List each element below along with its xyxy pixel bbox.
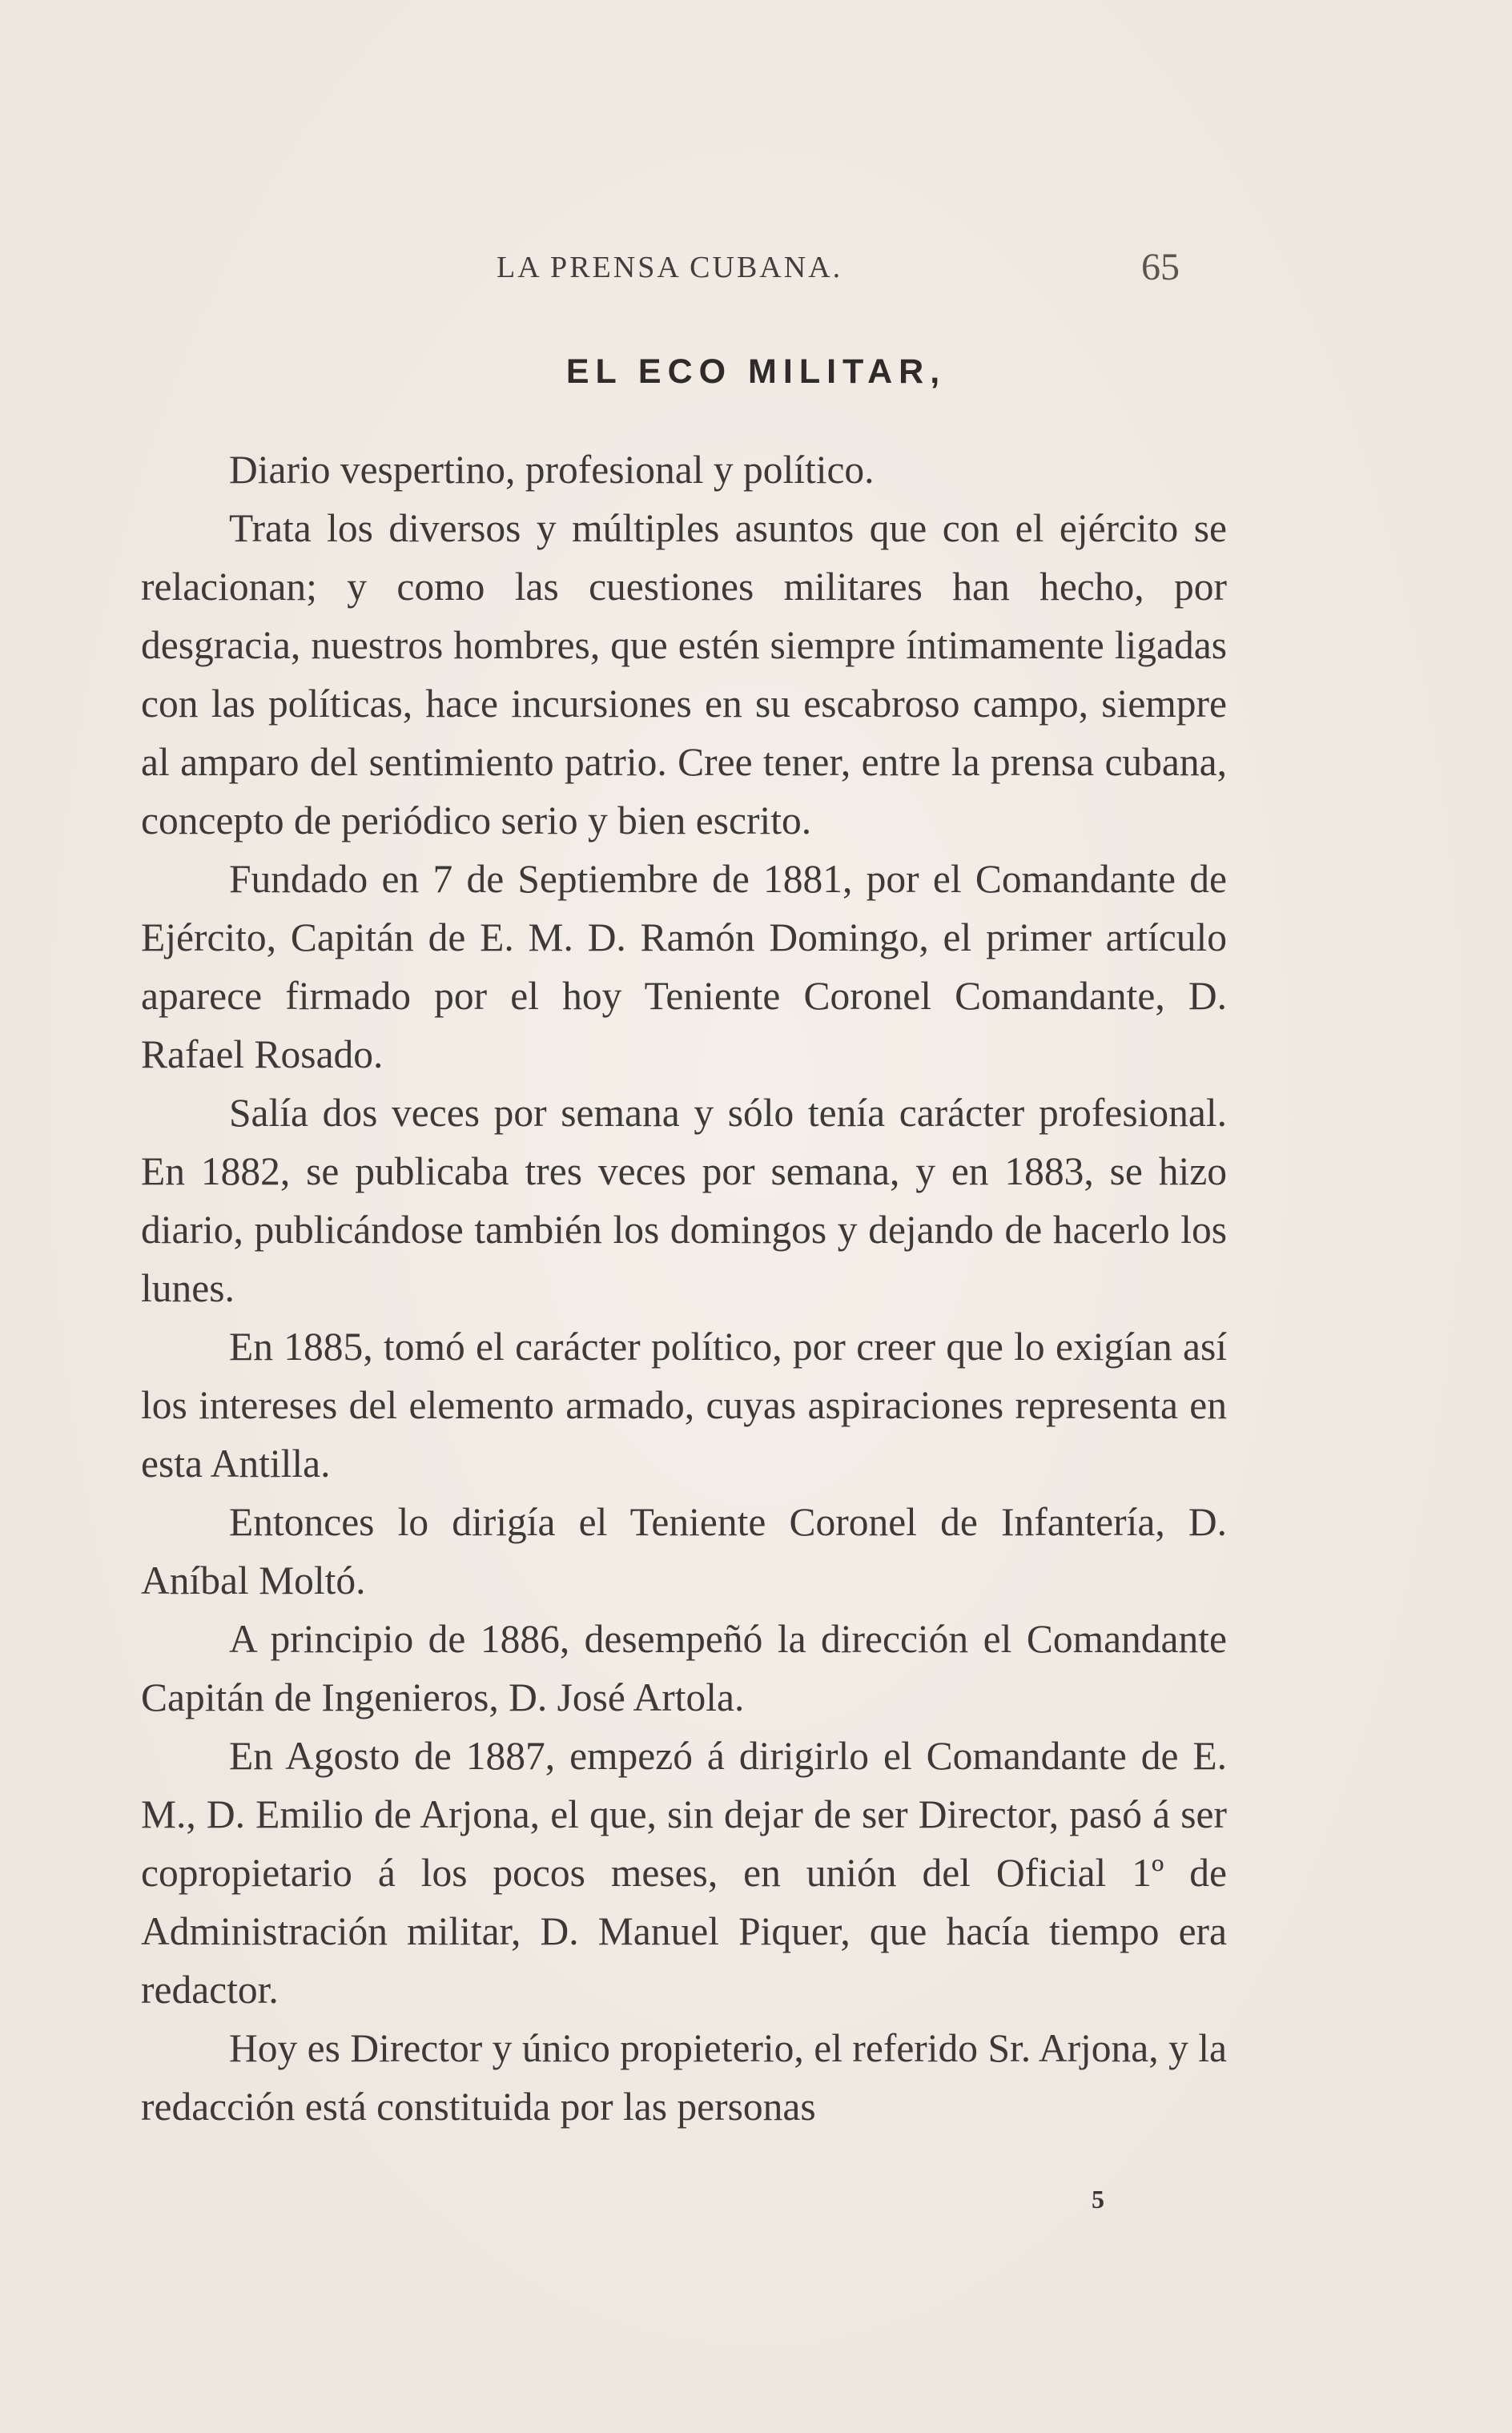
running-head: LA PRENSA CUBANA. [497, 251, 843, 284]
paragraph-2: Trata los diversos y múltiples asuntos que con el ejército se relacionan; y como las cuestiones militares han hecho, por desgracia, nuestros hombres, que estén siempre íntimamente ligadas con las políticas, hace incursiones en su escabroso campo, siempre al amparo del sentimiento patrio. Cree tener, entre la prensa cubana, concepto de periódico serio y bien escrito. [141, 506, 1227, 843]
paragraph-8: En Agosto de 1887, empezó á dirigirlo el Comandante de E. M., D. Emilio de Arjona, el que, sin dejar de ser Director, pasó á ser copropietario á los pocos meses, en unión del Oficial 1º de Administración militar, D. Manuel Piquer, que hacía tiempo era redactor. [141, 1734, 1227, 2012]
paragraph-4: Salía dos veces por semana y sólo tenía carácter profesional. En 1882, se publicaba tres veces por semana, y en 1883, se hizo diario, publicándose también los domingos y dejando de hacerlo los lunes. [141, 1091, 1227, 1310]
paragraph-9: Hoy es Director y único propieterio, el referido Sr. Arjona, y la redacción está constituida por las personas [141, 2026, 1227, 2129]
section-title: EL ECO MILITAR, [565, 352, 947, 391]
signature-mark: 5 [1092, 2185, 1104, 2214]
page-number: 65 [1141, 246, 1180, 288]
paragraph-5: En 1885, tomó el carácter político, por creer que lo exigían así los intereses del elemento armado, cuyas aspiraciones representa en esta Antilla. [141, 1325, 1227, 1486]
paragraph-3: Fundado en 7 de Septiembre de 1881, por el Comandante de Ejército, Capitán de E. M. D. Ramón Domingo, el primer artículo aparece firmado por el hoy Teniente Coronel Comandante, D. Rafael Rosado. [141, 857, 1227, 1076]
paragraph-1: Diario vespertino, profesional y político. [229, 448, 875, 492]
body-text [141, 440, 1227, 2136]
paragraph-7: A principio de 1886, desempeñó la dirección el Comandante Capitán de Ingenieros, D. José Artola. [141, 1617, 1227, 1719]
paragraph-6: Entonces lo dirigía el Teniente Coronel de Infantería, D. Aníbal Moltó. [141, 1500, 1227, 1603]
